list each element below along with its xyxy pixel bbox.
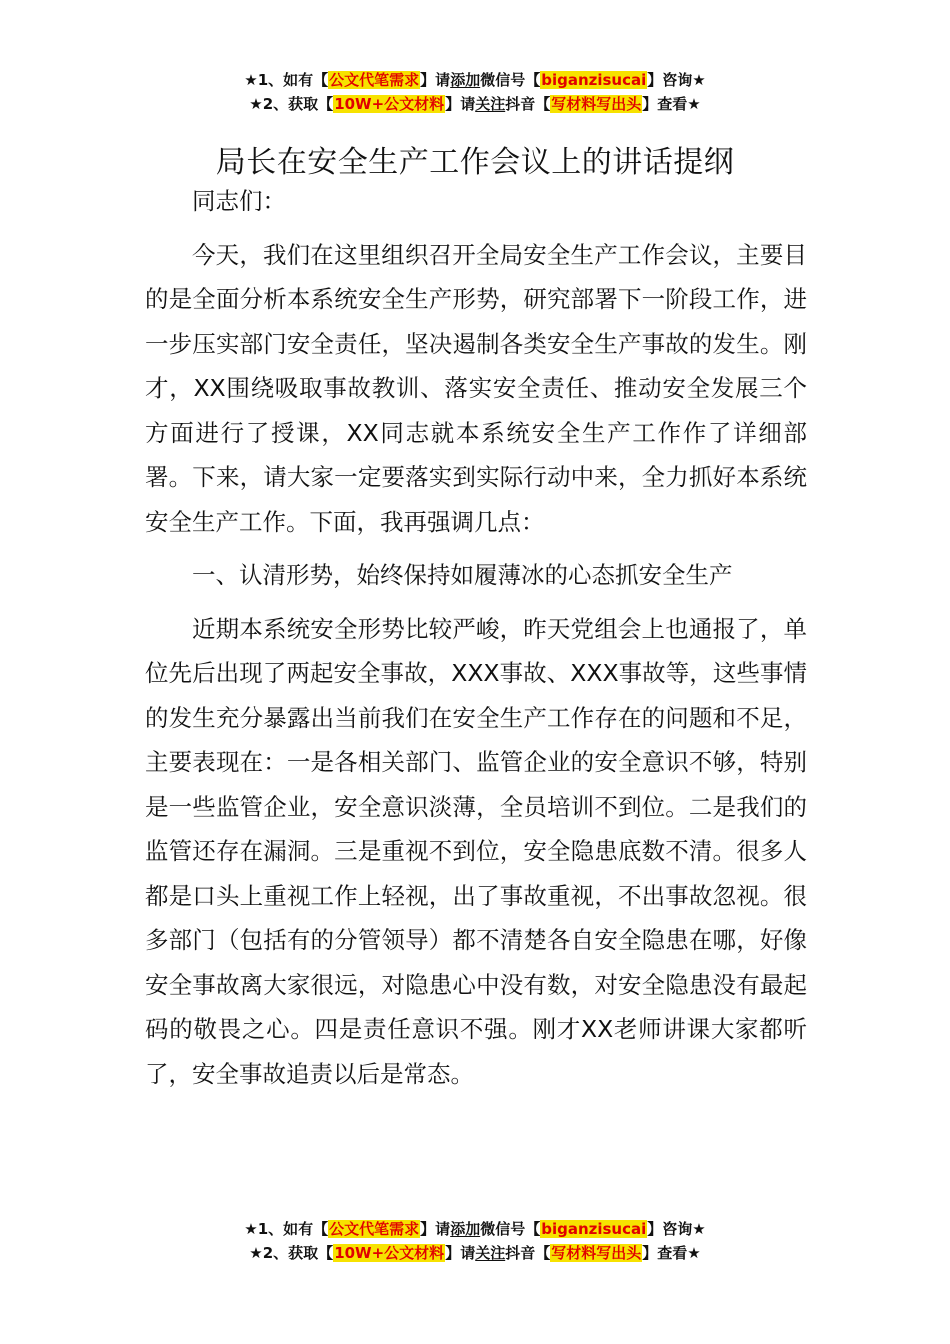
promo-text: 微信号【 — [480, 1220, 541, 1238]
promo-text: 抖音【 — [505, 1244, 551, 1262]
promo-underlined: 关注 — [475, 95, 506, 113]
promo-footer — [0, 1217, 950, 1265]
promo-highlight: 10W+公文材料 — [334, 1244, 445, 1262]
promo-text: ★1、如有【 — [244, 71, 329, 89]
promo-line-1 — [0, 68, 950, 92]
promo-text: 】咨询★ — [647, 1220, 706, 1238]
promo-line-2 — [0, 1241, 950, 1265]
section-heading: 一、认清形势，始终保持如履薄冰的心态抓安全生产 — [192, 561, 733, 589]
paragraph: 近期本系统安全形势比较严峻，昨天党组会上也通报了，单位先后出现了两起安全事故，XXX事故、XXX事故等，这些事情的发生充分暴露出当前我们在安全生产工作存在的问题和不足，主要表现在：一是各相关部门、监管企业的安全意识不够，特别是一些监管企业，安全意识淡薄，全员培训不到位。二是我们的监管还存在漏洞。三是重视不到位，安全隐患底数不清。很多人都是口头上重视工作上轻视，出了事故重视，不出事故忽视。很多部门（包括有的分管领导）都不清楚各自安全隐患在哪，好像安全事故离大家很远，对隐患心中没有数，对安全隐患没有最起码的敬畏之心。四是责任意识不强。刚才XX老师讲课大家都听了，安全事故追责以后是常态。 — [145, 614, 807, 1088]
promo-text: 抖音【 — [505, 95, 551, 113]
document-title: 局长在安全生产工作会议上的讲话提纲 — [215, 145, 735, 181]
promo-line-2 — [0, 92, 950, 116]
promo-text: ★2、获取【 — [249, 95, 334, 113]
promo-text: 微信号【 — [480, 71, 541, 89]
promo-text: 】咨询★ — [647, 71, 706, 89]
promo-text: 】请 — [420, 1220, 451, 1238]
promo-line-1 — [0, 1217, 950, 1241]
greeting: 同志们： — [192, 187, 286, 215]
promo-douyin-id: 写材料写出头 — [551, 95, 642, 113]
promo-text: 】查看★ — [642, 1244, 701, 1262]
promo-text: 】请 — [445, 95, 476, 113]
paragraph: 今天，我们在这里组织召开全局安全生产工作会议，主要目的是全面分析本系统安全生产形势，研究部署下一阶段工作，进一步压实部门安全责任，坚决遏制各类安全生产事故的发生。刚才，XX围绕吸取事故教训、落实安全责任、推动安全发展三个方面进行了授课，XX同志就本系统安全生产工作作了详细部署。下来，请大家一定要落实到实际行动中来，全力抓好本系统安全生产工作。下面，我再强调几点： — [145, 240, 807, 536]
promo-header — [0, 68, 950, 116]
document-body — [145, 179, 807, 1096]
promo-text: 】请 — [445, 1244, 476, 1262]
promo-highlight: 公文代笔需求 — [329, 71, 420, 89]
promo-wechat-id: biganzisucai — [541, 1220, 647, 1238]
promo-text: ★2、获取【 — [249, 1244, 334, 1262]
promo-douyin-id: 写材料写出头 — [551, 1244, 642, 1262]
promo-text: 】查看★ — [642, 95, 701, 113]
promo-wechat-id: biganzisucai — [541, 71, 647, 89]
promo-underlined: 添加 — [450, 1220, 481, 1238]
promo-highlight: 10W+公文材料 — [334, 95, 445, 113]
promo-highlight: 公文代笔需求 — [329, 1220, 420, 1238]
promo-text: ★1、如有【 — [244, 1220, 329, 1238]
promo-underlined: 关注 — [475, 1244, 506, 1262]
promo-text: 】请 — [420, 71, 451, 89]
promo-underlined: 添加 — [450, 71, 481, 89]
